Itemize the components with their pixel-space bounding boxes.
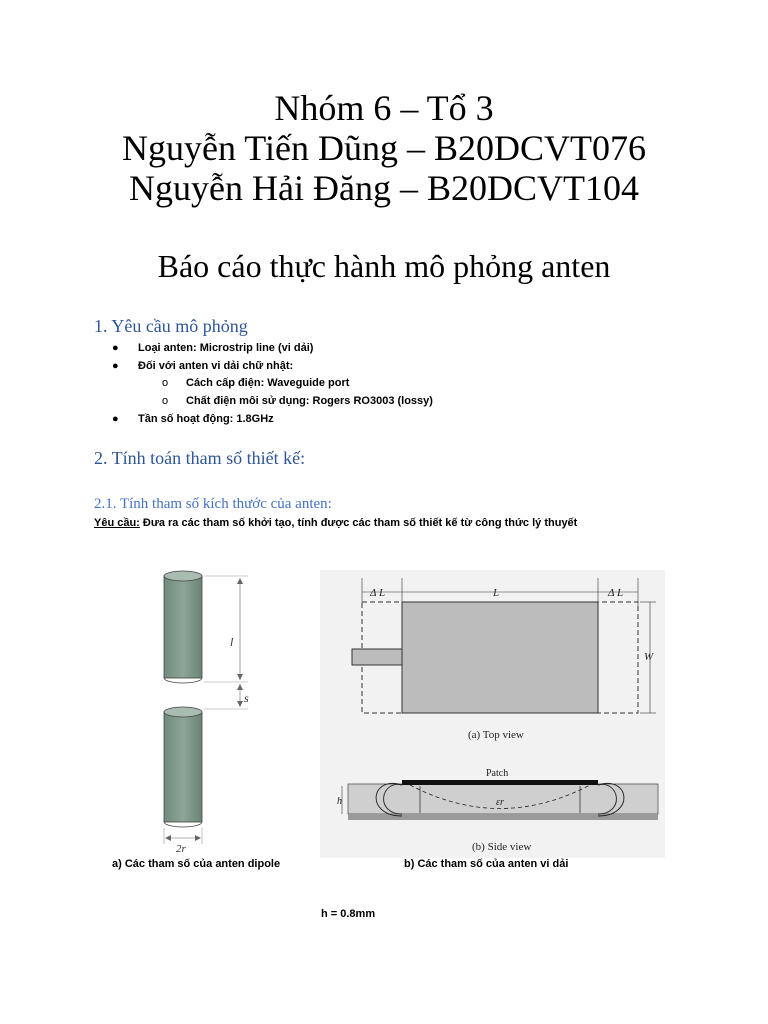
label-l: l [230, 635, 234, 649]
section-1-heading: 1. Yêu cầu mô phỏng [94, 316, 248, 336]
label-W: W [644, 651, 654, 663]
label-delta-l-left: Δ L [370, 587, 386, 599]
h-value: h = 0.8mm [321, 908, 376, 920]
label-L: L [493, 587, 500, 599]
patch-figure [320, 570, 665, 858]
top-view-caption: (a) Top view [468, 729, 524, 741]
label-delta-l-right: Δ L [608, 587, 624, 599]
dipole-lower-arm [164, 712, 202, 822]
member-2: Nguyễn Hải Đăng – B20DCVT104 [129, 168, 639, 208]
label-2r: 2r [176, 843, 186, 855]
label-h: h [337, 796, 342, 807]
requirement-label: Yêu cầu: [94, 517, 140, 529]
member-1: Nguyễn Tiến Dũng – B20DCVT076 [121, 128, 647, 168]
list-item: ● Loại anten: Microstrip line (vi dải) [112, 342, 314, 354]
label-epsilon-r: εr [496, 797, 504, 808]
patch-label: Patch [486, 768, 509, 779]
group-title: Nhóm 6 – Tổ 3 [274, 88, 494, 128]
list-item: o Cách cấp điện: Waveguide port [162, 377, 350, 389]
label-s: s [244, 691, 249, 705]
bullet-icon: ● [112, 342, 119, 354]
circle-bullet-icon: o [162, 395, 169, 407]
dipole-upper-arm [164, 576, 202, 678]
list-item: ● Tần số hoạt động: 1.8GHz [112, 413, 274, 425]
patch-side [402, 780, 598, 785]
dipole-figure [140, 566, 280, 856]
section-2-heading: 2. Tính toán tham số thiết kế: [94, 448, 306, 468]
caption-patch: b) Các tham số của anten vi dải [404, 858, 569, 870]
section-2-1-heading: 2.1. Tính tham số kích thước của anten: [94, 496, 332, 512]
list-item: o Chất điện môi sử dụng: Rogers RO3003 (lossy) [162, 395, 433, 407]
bullet-icon: ● [112, 413, 119, 425]
requirement-text: Yêu cầu: Đưa ra các tham số khởi tạo, tính được các tham số thiết kế từ công thức lý thuyết [94, 517, 578, 529]
side-view-caption: (b) Side view [472, 841, 532, 853]
caption-dipole: a) Các tham số của anten dipole [112, 858, 281, 870]
ground-plane [348, 814, 658, 820]
feed-line [352, 649, 402, 665]
report-title: Báo cáo thực hành mô phỏng anten [157, 248, 611, 284]
circle-bullet-icon: o [162, 377, 169, 389]
list-item: ● Đối với anten vi dải chữ nhật: [112, 360, 294, 372]
bullet-icon: ● [112, 360, 119, 372]
patch-rectangle [402, 602, 598, 713]
